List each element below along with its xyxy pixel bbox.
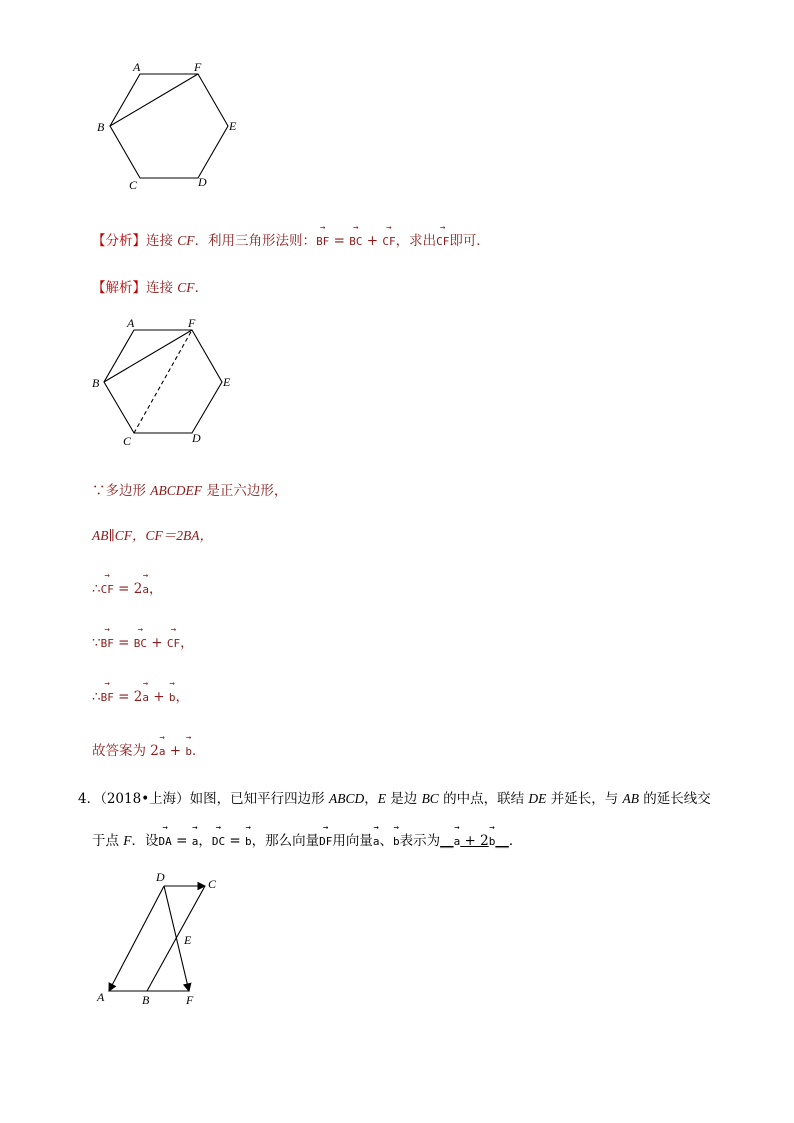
- step-3: ∴→ CF = 2→ a，: [92, 577, 162, 597]
- label-E: E: [184, 933, 192, 947]
- vector-bf: → BF: [101, 637, 114, 650]
- analysis-line: 【分析】连接 CF．利用三角形法则：→ BF = → BC + → CF，求出→ CF即可．: [92, 229, 490, 249]
- label-C: C: [129, 178, 138, 192]
- label-B: B: [92, 376, 100, 390]
- vector-a: → a: [373, 835, 380, 848]
- label-D: D: [198, 175, 207, 189]
- problem-4-line-1: 4．（2018•上海）如图，已知平行四边形 ABCD，E 是边 BC 的中点，联结 DE 并延长，与 AB 的延长线交: [78, 791, 711, 807]
- vector-a: → a: [142, 583, 149, 596]
- step-answer: 故答案为 2→ a + → b．: [92, 739, 206, 759]
- label-F: F: [186, 993, 194, 1007]
- vector-bc: → BC: [134, 637, 147, 650]
- vector-a: → a: [159, 745, 166, 758]
- step-5: ∴→ BF = 2→ a + → b，: [92, 685, 189, 705]
- analysis-tag: 【分析】: [92, 233, 146, 249]
- vector-cf: → CF: [436, 235, 449, 248]
- vector-bf: → BF: [101, 691, 114, 704]
- vector-b: → b: [169, 691, 176, 704]
- vector-cf: → CF: [167, 637, 180, 650]
- hexagon-figure-1: [90, 58, 260, 198]
- step-4: ∵→ BF = → BC + → CF，: [92, 631, 194, 651]
- step-1: ∵多边形 ABCDEF 是正六边形，: [92, 483, 288, 499]
- vector-cf: → CF: [382, 235, 395, 248]
- solution-line: 【解析】连接 CF．: [92, 280, 209, 296]
- label-A: A: [97, 990, 105, 1004]
- problem-4-line-2: 于点 F．设→ DA = → a，→ DC = → b，那么向量→ DF用向量→ a、→ b表示为__→ a + 2→ b__．: [92, 829, 522, 849]
- vector-dc: → DC: [212, 835, 225, 848]
- step-2: AB∥CF，CF＝2BA，: [92, 528, 213, 543]
- vector-b: → b: [393, 835, 400, 848]
- label-A: A: [127, 316, 135, 330]
- label-F: F: [188, 316, 196, 330]
- parallelogram-figure: [92, 866, 232, 1011]
- label-B: B: [142, 993, 150, 1007]
- vector-bf: → BF: [316, 235, 329, 248]
- label-C: C: [208, 877, 217, 891]
- label-A: A: [133, 60, 141, 74]
- vector-a: → a: [142, 691, 149, 704]
- vector-b: → b: [489, 835, 496, 848]
- hexagon-figure-2: [88, 315, 258, 455]
- label-D: D: [192, 431, 201, 445]
- vector-cf: → CF: [101, 583, 114, 596]
- label-B: B: [97, 120, 105, 134]
- vector-a: → a: [192, 835, 199, 848]
- vector-bc: → BC: [349, 235, 362, 248]
- label-F: F: [194, 60, 202, 74]
- label-D: D: [156, 870, 165, 884]
- answer-blank: __→ a + 2→ b__: [440, 833, 509, 849]
- vector-b: → b: [185, 745, 192, 758]
- label-C: C: [123, 434, 132, 448]
- vector-b: → b: [245, 835, 252, 848]
- label-E: E: [229, 119, 237, 133]
- vector-df: → DF: [319, 835, 332, 848]
- vector-da: → DA: [159, 835, 172, 848]
- label-E: E: [223, 375, 231, 389]
- vector-a: → a: [454, 835, 461, 848]
- solution-tag: 【解析】: [92, 280, 146, 296]
